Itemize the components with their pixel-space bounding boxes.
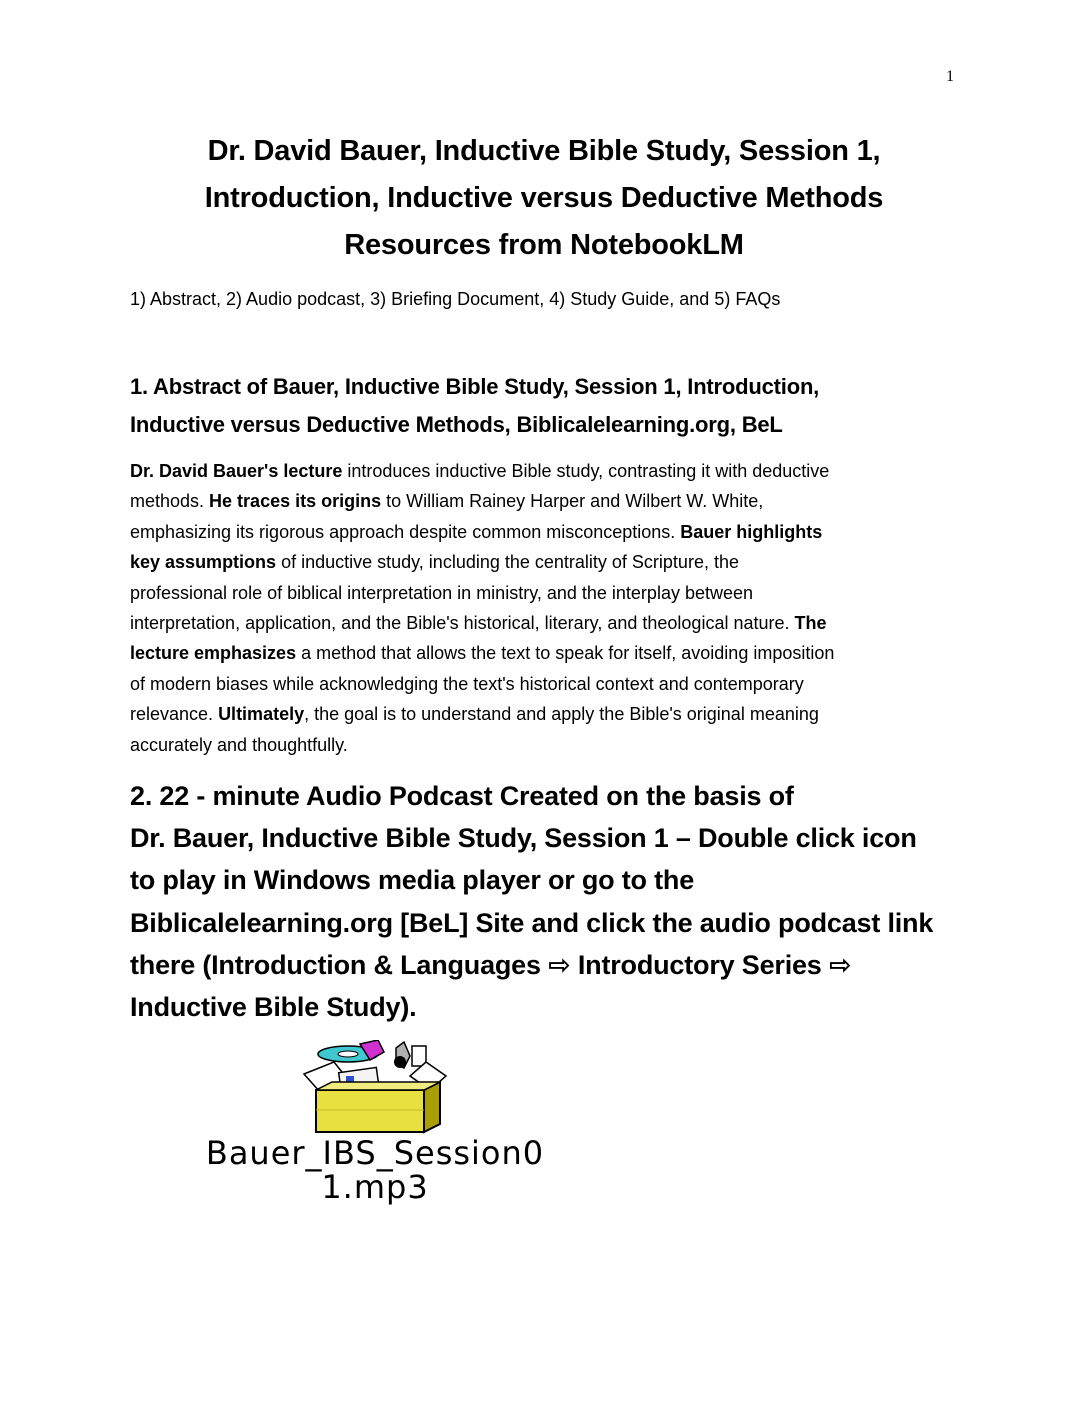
abstract-bold: lecture emphasizes [130, 643, 297, 664]
package-icon[interactable] [300, 1040, 450, 1135]
resources-list: 1) Abstract, 2) Audio podcast, 3) Briefing Document, 4) Study Guide, and 5) FAQs [130, 289, 781, 309]
section-2-line-1: 2. 22 - minute Audio Podcast Created on the basis of [130, 781, 794, 811]
abstract-text: to William Rainey Harper and Wilbert W. White, [381, 491, 764, 512]
section-2-line-3: to play in Windows media player or go to the [130, 865, 695, 896]
abstract-text: methods. [130, 491, 210, 512]
right-arrow-icon: ⇨ [548, 949, 571, 980]
abstract-line: professional role of biblical interpretation in ministry, and the interplay between [130, 582, 754, 603]
page-number: 1 [946, 68, 954, 85]
section-2-line-5-part-b: Introductory Series [570, 949, 829, 980]
abstract-bold: Ultimately [218, 704, 305, 725]
audio-file-name[interactable] [130, 1136, 620, 1204]
section-1-heading-line-1: 1. Abstract of Bauer, Inductive Bible Study, Session 1, Introduction, [130, 374, 820, 399]
title-line-3: Resources from NotebookLM [344, 229, 744, 261]
abstract-text: interpretation, application, and the Bible's historical, literary, and theological nature. [130, 613, 795, 634]
document-title [100, 128, 988, 269]
abstract-bold: He traces its origins [209, 491, 382, 512]
abstract-line [130, 547, 980, 577]
abstract-line [130, 517, 980, 547]
abstract-text: relevance. [130, 704, 219, 725]
abstract-text: of inductive study, including the centrality of Scripture, the [276, 552, 739, 573]
right-arrow-icon: ⇨ [828, 949, 852, 980]
title-line-2: Introduction, Inductive versus Deductive Methods [204, 182, 884, 214]
section-2-line-4: Biblicalelearning.org [BeL] Site and click the audio podcast link [130, 907, 934, 938]
section-2-line-2: Dr. Bauer, Inductive Bible Study, Session 1 – Double click icon [130, 823, 917, 854]
abstract-bold: Bauer highlights [680, 521, 823, 542]
abstract-text: a method that allows the text to speak for itself, avoiding imposition [296, 643, 835, 664]
section-1-heading [130, 368, 990, 444]
abstract-line [130, 699, 980, 729]
abstract-line [130, 638, 980, 668]
audio-podcast-file[interactable] [130, 1040, 630, 1210]
abstract-bold: The [794, 613, 827, 634]
abstract-text: introduces inductive Bible study, contrasting it with deductive [342, 461, 830, 481]
abstract-bold: Dr. David Bauer's lecture [130, 461, 343, 481]
abstract-text: , the goal is to understand and apply the Bible's original meaning [304, 704, 819, 725]
section-2-heading [130, 775, 1010, 1028]
title-line-1: Dr. David Bauer, Inductive Bible Study, Session 1, [207, 135, 881, 167]
abstract-line: accurately and thoughtfully. [130, 734, 348, 755]
abstract-paragraph [130, 456, 980, 760]
abstract-line: of modern biases while acknowledging the text's historical context and contemporary [130, 673, 804, 694]
abstract-text: emphasizing its rigorous approach despite common misconceptions. [130, 521, 681, 542]
section-2-line-5-part-a: there (Introduction & Languages [130, 949, 549, 980]
file-name-line-1: Bauer_IBS_Session0 [205, 1134, 545, 1172]
file-name-line-2: 1.mp3 [321, 1168, 429, 1206]
abstract-bold: key assumptions [130, 552, 277, 573]
abstract-line [130, 456, 980, 486]
section-2-line-6: Inductive Bible Study). [130, 992, 417, 1023]
section-1-heading-line-2: Inductive versus Deductive Methods, Biblicalelearning.org, BeL [130, 412, 783, 437]
section-2-line-5 [130, 944, 1010, 986]
abstract-line [130, 486, 980, 516]
abstract-line [130, 608, 980, 638]
